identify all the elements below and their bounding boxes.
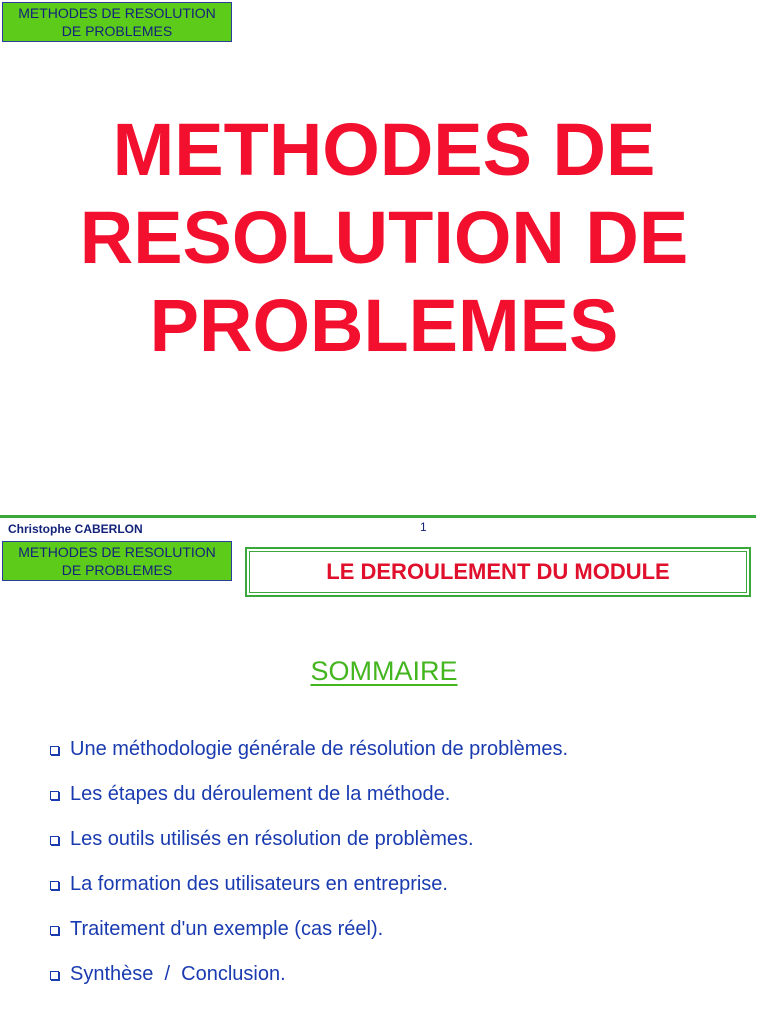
list-item — [50, 862, 568, 907]
list-item-text: Traitement d'un exemple (cas réel). — [70, 918, 384, 940]
author-name: Christophe CABERLON — [8, 522, 143, 536]
module-title-box — [245, 547, 751, 597]
main-title — [0, 106, 768, 370]
list-item-text: Une méthodologie générale de résolution de problèmes. — [70, 738, 569, 760]
title-line-1: METHODES DE — [112, 108, 656, 191]
list-item-text: Synthèse / Conclusion. — [70, 963, 286, 985]
list-item — [50, 817, 568, 862]
title-line-3: PROBLEMES — [149, 284, 619, 367]
summary-slide — [0, 520, 768, 1024]
header-badge-text: METHODES DE RESOLUTION DE PROBLEMES — [18, 544, 216, 578]
hollow-square-bullet-icon — [50, 791, 59, 800]
summary-list — [50, 727, 568, 997]
hollow-square-bullet-icon — [50, 926, 59, 935]
summary-heading: SOMMAIRE — [310, 656, 458, 686]
list-item — [50, 907, 568, 952]
list-item-text: La formation des utilisateurs en entreprise. — [70, 873, 448, 895]
list-item-text: Les outils utilisés en résolution de problèmes. — [70, 828, 474, 850]
hollow-square-bullet-icon — [50, 836, 59, 845]
hollow-square-bullet-icon — [50, 881, 59, 890]
page-number: 1 — [420, 520, 427, 534]
list-item — [50, 727, 568, 772]
list-item — [50, 772, 568, 817]
footer-divider — [0, 515, 756, 518]
header-badge — [2, 2, 232, 42]
hollow-square-bullet-icon — [50, 746, 59, 755]
header-badge-text: METHODES DE RESOLUTION DE PROBLEMES — [18, 5, 216, 39]
list-item-text: Les étapes du déroulement de la méthode. — [70, 783, 451, 805]
module-title: LE DEROULEMENT DU MODULE — [249, 551, 747, 593]
hollow-square-bullet-icon — [50, 971, 59, 980]
list-item — [50, 952, 568, 997]
title-line-2: RESOLUTION DE — [79, 196, 689, 279]
header-badge — [2, 541, 232, 581]
